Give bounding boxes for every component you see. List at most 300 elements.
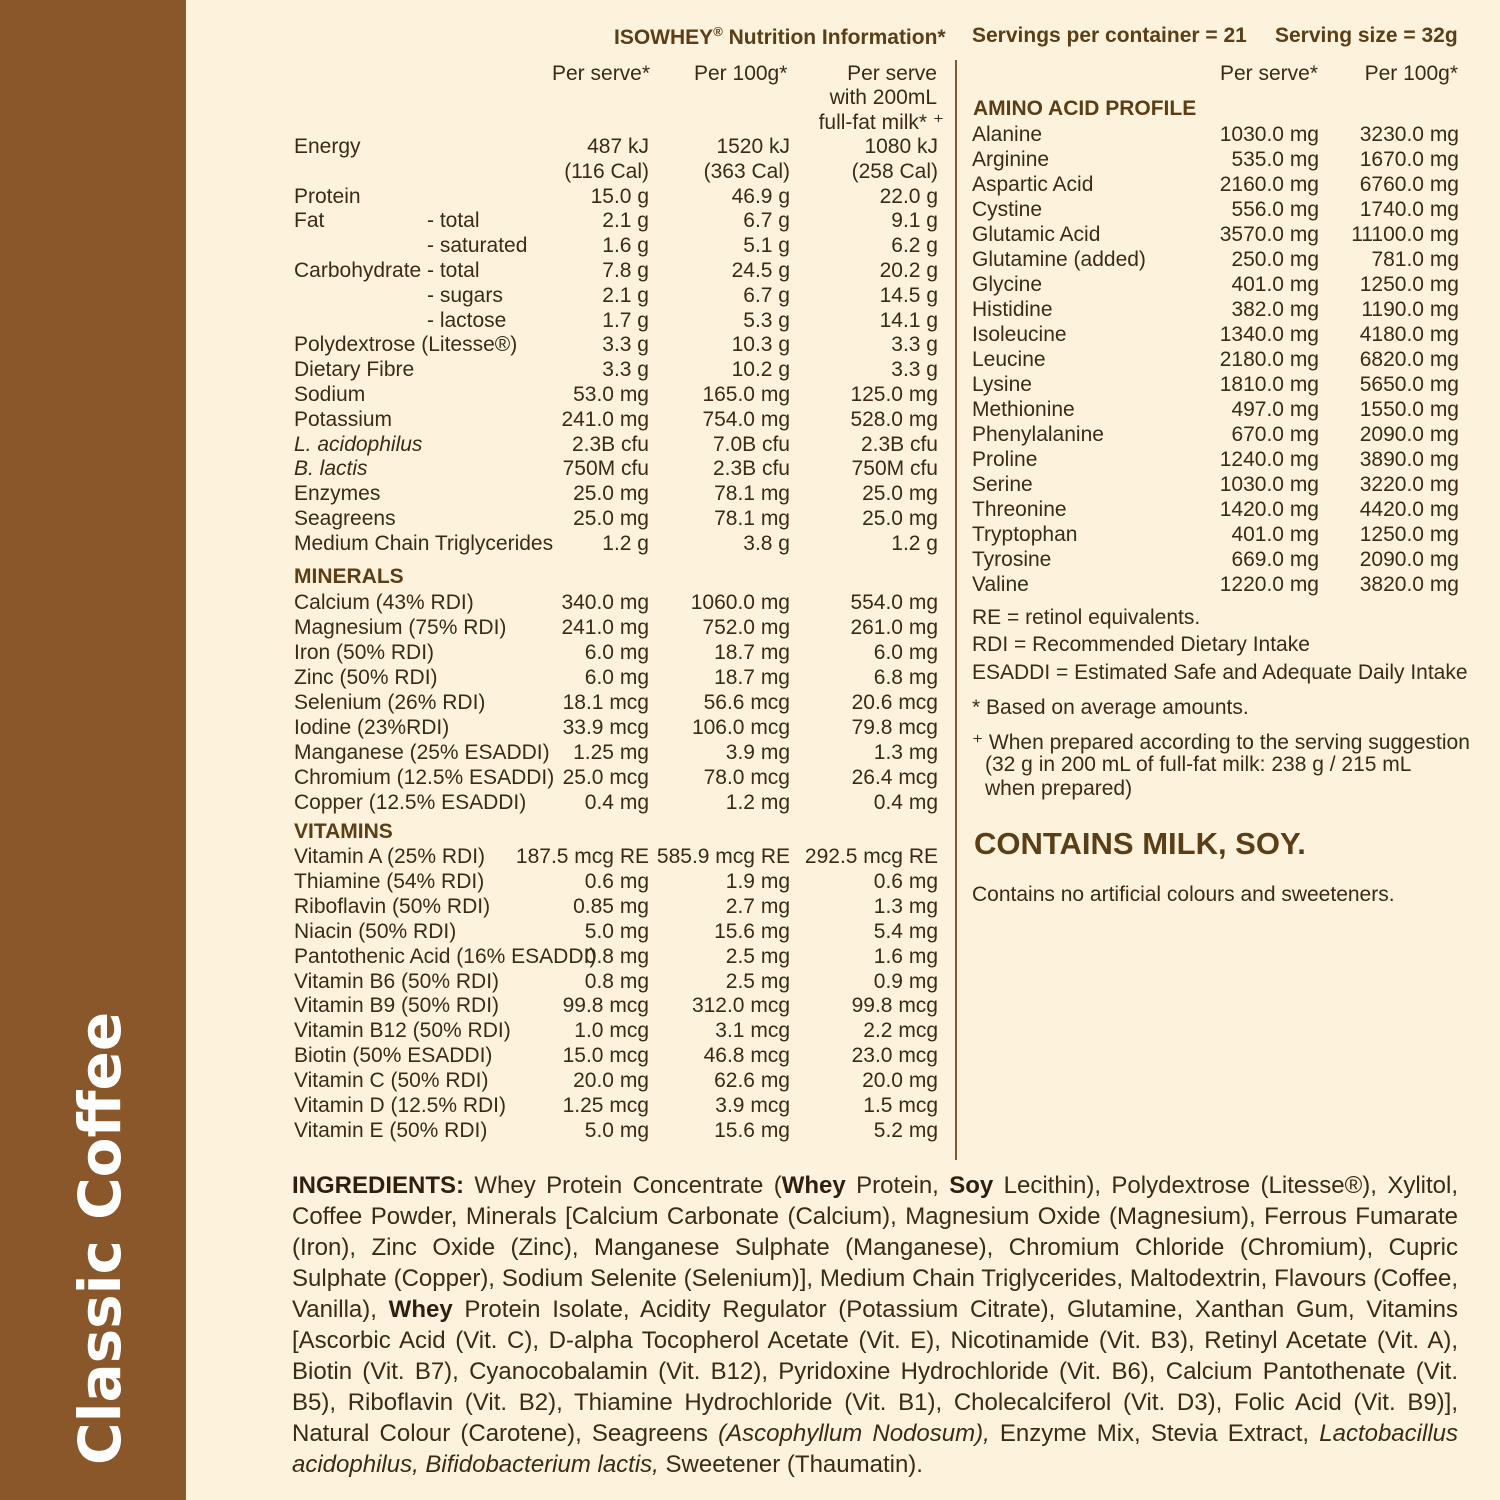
nutrient-name: Magnesium (75% RDI) — [294, 616, 507, 639]
amino-row — [972, 297, 1459, 322]
value-with-milk: 1.3 mg — [873, 741, 938, 764]
amino-name: Tryptophan — [972, 523, 1078, 546]
nutrient-row — [294, 665, 938, 690]
nutrient-name: Iodine (23%RDI) — [294, 716, 450, 739]
value-with-milk: 20.2 g — [879, 259, 938, 282]
value-with-milk: 1080 kJ — [864, 135, 938, 158]
nutrient-row — [294, 869, 938, 894]
value-per-100g: 2.5 mg — [725, 944, 790, 968]
nutrient-row — [294, 790, 938, 815]
amino-name: Alanine — [972, 123, 1043, 146]
nutrient-name: Dietary Fibre — [294, 358, 415, 382]
nutrient-row — [294, 258, 938, 283]
value-per-100g: 2.7 mg — [725, 894, 790, 918]
nutrient-name: Iron (50% RDI) — [294, 641, 435, 664]
amino-row — [972, 422, 1459, 447]
value-per-serve: 241.0 mg — [561, 407, 649, 431]
value-per-100g: 18.7 mg — [714, 666, 790, 689]
nutrient-name: Vitamin C (50% RDI) — [294, 1069, 489, 1093]
product-name: Classic Coffee — [66, 1011, 134, 1465]
nutrient-row — [294, 944, 938, 969]
ingredients-text: Whey Protein Concentrate ( — [464, 1172, 782, 1199]
value-with-milk: 554.0 mg — [850, 591, 938, 614]
value-per-serve: 2.1 g — [602, 283, 649, 307]
value-per-100g: 1060.0 mg — [690, 591, 790, 614]
amino-per-serve: 535.0 mg — [1231, 148, 1319, 171]
value-with-milk: 750M cfu — [851, 457, 938, 481]
value-per-serve: 0.8 mg — [584, 944, 649, 968]
nutrient-row — [294, 531, 938, 556]
value-per-serve: 340.0 mg — [561, 591, 649, 614]
nutrient-name: Vitamin E (50% RDI) — [294, 1118, 488, 1142]
ingredients-text: Sweetener (Thaumatin). — [658, 1451, 923, 1478]
nutrient-name: L. acidophilus — [294, 432, 423, 456]
nutrient-row — [294, 1043, 938, 1068]
value-with-milk: 5.4 mg — [873, 919, 938, 943]
nutrient-name: Potassium — [294, 407, 393, 431]
value-per-100g: 5.1 g — [743, 234, 790, 258]
amino-per-100g: 6820.0 mg — [1359, 348, 1459, 371]
nutrient-row — [294, 357, 938, 382]
nutrient-row — [294, 283, 938, 308]
amino-per-serve: 401.0 mg — [1231, 523, 1319, 546]
registered-mark: ® — [713, 24, 723, 39]
amino-per-serve: 1030.0 mg — [1219, 123, 1319, 146]
nutrient-name: Thiamine (54% RDI) — [294, 869, 485, 893]
amino-row — [972, 322, 1459, 347]
value-per-serve: 0.85 mg — [573, 894, 649, 918]
nutrient-row — [294, 506, 938, 531]
nutrient-name: Polydextrose (Litesse®) — [294, 333, 518, 357]
value-with-milk: 1.6 mg — [873, 944, 938, 968]
nutrient-name: Medium Chain Triglycerides — [294, 531, 554, 555]
allergen-word: Whey — [388, 1296, 453, 1323]
nutrient-row — [294, 1093, 938, 1118]
nutrient-name: Vitamin A (25% RDI) — [294, 845, 486, 868]
value-with-milk: (258 Cal) — [851, 159, 938, 183]
amino-per-100g: 5650.0 mg — [1359, 373, 1459, 396]
nutrient-row — [294, 969, 938, 994]
value-per-100g: 752.0 mg — [702, 616, 790, 639]
nutrient-name: Energy — [294, 135, 361, 158]
nutrient-row — [294, 690, 938, 715]
value-per-100g: 15.6 mg — [714, 1118, 790, 1142]
amino-per-serve: 401.0 mg — [1231, 273, 1319, 296]
value-with-milk: 99.8 mcg — [851, 994, 938, 1018]
value-per-100g: 78.1 mg — [714, 507, 790, 530]
amino-row — [972, 347, 1459, 372]
nutrient-row — [294, 715, 938, 740]
nutrient-subtype: - lactose — [427, 308, 507, 332]
nutrient-name: Seagreens — [294, 507, 396, 530]
value-per-100g: 56.6 mcg — [703, 691, 790, 714]
value-per-100g: 5.3 g — [743, 308, 790, 332]
nutrient-name: Fat — [294, 209, 325, 233]
value-with-milk: 1.3 mg — [873, 894, 938, 918]
amino-row — [972, 547, 1459, 572]
amino-name: Serine — [972, 473, 1033, 496]
ingredients-text: Protein, — [845, 1172, 950, 1199]
value-with-milk: 25.0 mg — [862, 507, 938, 530]
amino-row — [972, 447, 1459, 472]
value-with-milk: 14.5 g — [879, 283, 938, 307]
allergen-statement: CONTAINS MILK, SOY. — [974, 826, 1306, 861]
value-per-serve: 0.6 mg — [584, 869, 649, 893]
amino-per-serve: 1420.0 mg — [1219, 498, 1319, 521]
servings-per-container: Servings per container = 21 — [972, 24, 1247, 47]
value-with-milk: 0.6 mg — [873, 869, 938, 893]
value-per-serve: 3.3 g — [602, 333, 649, 357]
value-per-serve: 25.0 mg — [573, 507, 649, 530]
value-with-milk: 0.4 mg — [873, 791, 938, 814]
value-per-100g: 24.5 g — [731, 259, 790, 282]
nutrient-row — [294, 332, 938, 357]
amino-per-serve: 1810.0 mg — [1219, 373, 1319, 396]
value-per-serve: 1.0 mcg — [574, 1019, 649, 1043]
col-per-serve: Per serve* — [552, 62, 651, 85]
nutrient-subtype: - total — [427, 259, 480, 282]
panel-title — [614, 24, 946, 50]
nutrient-row — [294, 481, 938, 506]
nutrient-row — [294, 640, 938, 665]
value-per-serve: 6.0 mg — [584, 666, 649, 689]
amino-row — [972, 172, 1459, 197]
value-per-serve: 15.0 mcg — [562, 1044, 649, 1068]
nutrient-name: Protein — [294, 184, 361, 208]
value-per-100g: 10.3 g — [731, 333, 790, 357]
minerals-heading: MINERALS — [294, 565, 404, 588]
value-with-milk: 1.2 g — [891, 531, 938, 555]
value-with-milk: 22.0 g — [879, 184, 938, 208]
value-per-100g: 15.6 mg — [714, 919, 790, 943]
value-with-milk: 5.2 mg — [873, 1118, 938, 1142]
value-per-100g: 10.2 g — [731, 358, 790, 382]
amino-row — [972, 247, 1459, 272]
value-per-100g: 585.9 mcg RE — [656, 845, 790, 868]
nutrient-row — [294, 615, 938, 640]
amino-name: Glycine — [972, 273, 1043, 296]
value-per-serve: 6.0 mg — [584, 641, 649, 664]
value-per-100g: 3.1 mcg — [715, 1019, 790, 1043]
value-per-serve: 3.3 g — [602, 358, 649, 382]
nutrient-row — [294, 1018, 938, 1043]
amino-row — [972, 472, 1459, 497]
amino-per-100g: 1670.0 mg — [1359, 148, 1459, 171]
value-with-milk: 6.2 g — [891, 234, 938, 258]
nutrient-name: Carbohydrate — [294, 259, 422, 282]
note-prep-line2: (32 g in 200 mL of full-fat milk: 238 g / 215 mL — [985, 753, 1412, 776]
amino-name: Isoleucine — [972, 323, 1067, 346]
nutrient-row — [294, 844, 938, 869]
nutrient-row — [294, 233, 938, 258]
nutrient-subtype: - saturated — [427, 234, 528, 258]
value-per-100g: 46.9 g — [731, 184, 790, 208]
nutrient-row — [294, 919, 938, 944]
value-per-serve: 15.0 g — [590, 184, 649, 208]
nutrient-name: Enzymes — [294, 482, 381, 506]
col-with-milk-line2: with 200mL — [829, 86, 937, 109]
amino-per-100g: 11100.0 mg — [1351, 223, 1459, 246]
value-with-milk: 2.2 mcg — [863, 1019, 938, 1043]
amino-col-per-100g: Per 100g* — [1364, 62, 1458, 85]
value-per-100g: 312.0 mcg — [691, 994, 790, 1018]
nutrient-name: Pantothenic Acid (16% ESADDI) — [294, 944, 597, 968]
amino-per-100g: 3230.0 mg — [1359, 123, 1459, 146]
value-with-milk: 25.0 mg — [862, 482, 938, 506]
note-re: RE = retinol equivalents. — [972, 606, 1201, 629]
value-with-milk: 0.9 mg — [873, 969, 938, 993]
value-per-serve: 487 kJ — [587, 135, 649, 158]
nutrient-row — [294, 765, 938, 790]
amino-name: Methionine — [972, 398, 1075, 421]
amino-per-100g: 2090.0 mg — [1359, 423, 1459, 446]
amino-row — [972, 272, 1459, 297]
amino-per-100g: 1550.0 mg — [1359, 398, 1459, 421]
col-per-100g: Per 100g* — [694, 62, 788, 85]
ingredients-text: Enzyme Mix, Stevia Extract, — [989, 1420, 1320, 1447]
value-per-serve: 1.6 g — [602, 234, 649, 258]
nutrient-name: Zinc (50% RDI) — [294, 666, 438, 689]
sidebar-band — [0, 0, 186, 1500]
nutrient-name: B. lactis — [294, 457, 368, 481]
amino-name: Histidine — [972, 298, 1053, 321]
amino-per-serve: 1340.0 mg — [1219, 323, 1319, 346]
amino-per-serve: 1030.0 mg — [1219, 473, 1319, 496]
value-with-milk: 20.6 mcg — [851, 691, 938, 714]
value-per-100g: 2.3B cfu — [712, 457, 790, 481]
amino-per-serve: 497.0 mg — [1231, 398, 1319, 421]
amino-name: Threonine — [972, 498, 1067, 521]
nutrient-name: Riboflavin (50% RDI) — [294, 894, 491, 918]
value-per-serve: 5.0 mg — [584, 1118, 649, 1142]
value-per-100g: 46.8 mcg — [703, 1044, 790, 1068]
amino-name: Cystine — [972, 198, 1043, 221]
amino-per-serve: 250.0 mg — [1231, 248, 1319, 271]
value-per-100g: 1520 kJ — [716, 135, 790, 158]
value-with-milk: 292.5 mcg RE — [804, 845, 938, 868]
value-per-100g: 62.6 mg — [714, 1069, 790, 1093]
value-per-serve: 1.25 mcg — [562, 1094, 649, 1117]
vitamins-heading: VITAMINS — [294, 820, 393, 843]
nutrient-name: Niacin (50% RDI) — [294, 919, 457, 943]
value-per-100g: 6.7 g — [743, 283, 790, 307]
brand-name: ISOWHEY — [614, 26, 714, 49]
value-per-serve: 187.5 mcg RE — [515, 845, 649, 868]
ingredients-italic: Lactobacillus acidophilus, Bifidobacterium lactis, — [292, 1420, 1458, 1478]
value-with-milk: 3.3 g — [891, 358, 938, 382]
amino-row — [972, 197, 1459, 222]
nutrient-row — [294, 456, 938, 481]
amino-name: Leucine — [972, 348, 1046, 371]
amino-per-100g: 781.0 mg — [1371, 248, 1459, 271]
ingredients-text: Lecithin), Polydextrose (Litesse®), Xylitol, Coffee Powder, Minerals [Calcium Carbonate (Calcium), Magnesium Oxide (Magnesium), Ferrous Fumarate (Iron), Zinc Oxide (Zinc), Manganese Sulphate (Manganese), Chromium Chloride (Chromium), Cupric Sulphate (Copper), Sodium Selenite (Selenium)], Medium Chain Triglycerides, Maltodextrin, Flavours (Coffee, Vanilla), — [292, 1172, 1459, 1323]
col-with-milk-line1: Per serve — [847, 62, 937, 85]
no-artificial-statement: Contains no artificial colours and sweeteners. — [972, 883, 1395, 906]
amino-name: Valine — [972, 573, 1029, 596]
value-per-serve: 1.2 g — [602, 531, 649, 555]
amino-per-100g: 2090.0 mg — [1359, 548, 1459, 571]
value-per-100g: (363 Cal) — [703, 159, 790, 183]
value-per-serve: (116 Cal) — [564, 159, 649, 183]
value-per-100g: 1.2 mg — [725, 791, 790, 814]
nutrient-row — [294, 184, 938, 209]
value-per-serve: 750M cfu — [562, 457, 649, 481]
value-per-serve: 1.7 g — [602, 308, 649, 332]
nutrient-subtype: - total — [427, 209, 480, 233]
amino-col-per-serve: Per serve* — [1219, 62, 1318, 85]
value-per-100g: 18.7 mg — [714, 641, 790, 664]
amino-per-100g: 3890.0 mg — [1359, 448, 1459, 471]
amino-name: Tyrosine — [972, 548, 1052, 571]
amino-row — [972, 222, 1459, 247]
nutrient-row — [294, 407, 938, 432]
amino-name: Aspartic Acid — [972, 173, 1094, 196]
amino-name: Proline — [972, 448, 1038, 471]
amino-per-serve: 382.0 mg — [1231, 298, 1319, 321]
value-with-milk: 23.0 mcg — [851, 1044, 938, 1068]
amino-name: Lysine — [972, 373, 1032, 396]
amino-row — [972, 122, 1459, 147]
value-per-serve: 0.4 mg — [584, 791, 649, 814]
note-prep-line1: ⁺ When prepared according to the serving suggestion — [972, 731, 1470, 754]
value-with-milk: 2.3B cfu — [860, 432, 938, 456]
amino-name: Glutamic Acid — [972, 223, 1101, 246]
amino-row — [972, 497, 1459, 522]
nutrient-row — [294, 1118, 938, 1143]
value-per-100g: 78.0 mcg — [703, 766, 790, 789]
nutrient-name: Selenium (26% RDI) — [294, 691, 486, 714]
value-per-serve: 5.0 mg — [584, 919, 649, 943]
value-per-serve: 1.25 mg — [573, 741, 649, 764]
amino-per-serve: 1220.0 mg — [1219, 573, 1319, 596]
value-per-serve: 25.0 mg — [573, 482, 649, 506]
amino-per-100g: 6760.0 mg — [1359, 173, 1459, 196]
amino-row — [972, 147, 1459, 172]
note-esaddi: ESADDI = Estimated Safe and Adequate Daily Intake — [972, 661, 1468, 684]
value-with-milk: 3.3 g — [891, 333, 938, 357]
nutrient-subtype: - sugars — [427, 283, 503, 307]
col-with-milk-line3: full-fat milk* ⁺ — [818, 111, 944, 134]
amino-per-serve: 1240.0 mg — [1219, 448, 1319, 471]
amino-per-serve: 3570.0 mg — [1219, 223, 1319, 246]
value-per-100g: 165.0 mg — [702, 383, 790, 406]
nutrient-name: Vitamin D (12.5% RDI) — [294, 1094, 507, 1117]
amino-per-100g: 4180.0 mg — [1359, 323, 1459, 346]
amino-per-100g: 3220.0 mg — [1359, 473, 1459, 496]
value-per-100g: 7.0B cfu — [712, 432, 790, 456]
amino-row — [972, 372, 1459, 397]
value-per-100g: 2.5 mg — [725, 969, 790, 993]
value-per-100g: 3.9 mcg — [715, 1094, 790, 1117]
ingredients-paragraph — [292, 1170, 1458, 1480]
amino-row — [972, 572, 1459, 597]
value-with-milk: 6.8 mg — [873, 666, 938, 689]
value-per-100g: 78.1 mg — [714, 482, 790, 506]
amino-per-100g: 1250.0 mg — [1359, 523, 1459, 546]
value-per-serve: 0.8 mg — [584, 969, 649, 993]
nutrient-row — [294, 590, 938, 615]
amino-per-serve: 2160.0 mg — [1219, 173, 1319, 196]
amino-per-100g: 1740.0 mg — [1359, 198, 1459, 221]
nutrient-row — [294, 159, 938, 184]
amino-name: Arginine — [972, 148, 1050, 171]
amino-row — [972, 397, 1459, 422]
nutrient-name: Vitamin B6 (50% RDI) — [294, 969, 500, 993]
value-per-serve: 7.8 g — [602, 259, 649, 282]
nutrient-row — [294, 894, 938, 919]
ingredients-text: Protein Isolate, Acidity Regulator (Potassium Citrate), Glutamine, Xanthan Gum, Vitamins [Ascorbic Acid (Vit. C), D-alpha Tocopherol Acetate (Vit. E), Nicotinamide (Vit. B3), Retinyl Acetate (Vit. A), Biotin (Vit. B7), Cyanocobalamin (Vit. B12), Pyridoxine Hydrochloride (Vit. B6), Calcium Pantothenate (Vit. B5), Riboflavin (Vit. B2), Thiamine Hydrochloride (Vit. B1), Cholecalciferol (Vit. D3), Folic Acid (Vit. B9)], Natural Colour (Carotene), Seagreens — [292, 1296, 1458, 1447]
note-rdi: RDI = Recommended Dietary Intake — [972, 633, 1310, 656]
value-per-100g: 3.8 g — [743, 531, 790, 555]
value-with-milk: 125.0 mg — [850, 383, 938, 406]
value-per-serve: 20.0 mg — [573, 1069, 649, 1093]
nutrient-row — [294, 1068, 938, 1093]
value-with-milk: 20.0 mg — [862, 1069, 938, 1093]
value-per-serve: 241.0 mg — [561, 616, 649, 639]
nutrient-name: Sodium — [294, 383, 366, 406]
value-per-100g: 3.9 mg — [725, 741, 790, 764]
amino-per-100g: 1250.0 mg — [1359, 273, 1459, 296]
nutrient-row — [294, 740, 938, 765]
allergen-word: Whey — [781, 1172, 846, 1199]
ingredients-label: INGREDIENTS: — [292, 1172, 465, 1199]
note-average: * Based on average amounts. — [972, 696, 1249, 719]
nutrient-row — [294, 432, 938, 457]
nutrient-name: Vitamin B12 (50% RDI) — [294, 1019, 511, 1043]
value-per-100g: 1.9 mg — [725, 869, 790, 893]
amino-per-serve: 669.0 mg — [1231, 548, 1319, 571]
amino-row — [972, 522, 1459, 547]
amino-per-100g: 3820.0 mg — [1359, 573, 1459, 596]
allergen-word: Soy — [949, 1172, 994, 1199]
note-prep-line3: when prepared) — [985, 777, 1133, 800]
nutrient-row — [294, 993, 938, 1018]
column-divider — [955, 60, 957, 1160]
value-per-serve: 33.9 mcg — [562, 716, 649, 739]
nutrient-name: Biotin (50% ESADDI) — [294, 1044, 493, 1068]
amino-per-100g: 1190.0 mg — [1361, 298, 1459, 321]
nutrient-row — [294, 308, 938, 333]
nutrient-name: Manganese (25% ESADDI) — [294, 741, 550, 764]
nutrient-row — [294, 134, 938, 159]
value-per-serve: 18.1 mcg — [562, 691, 649, 714]
ingredients-italic: (Ascophyllum Nodosum), — [718, 1420, 990, 1447]
nutrient-name: Calcium (43% RDI) — [294, 591, 474, 614]
value-with-milk: 79.8 mcg — [851, 716, 938, 739]
nutrient-name: Vitamin B9 (50% RDI) — [294, 994, 500, 1018]
amino-per-serve: 556.0 mg — [1231, 198, 1319, 221]
nutrient-name: Chromium (12.5% ESADDI) — [294, 766, 555, 789]
value-per-100g: 106.0 mcg — [691, 716, 790, 739]
amino-name: Phenylalanine — [972, 423, 1104, 446]
value-with-milk: 26.4 mcg — [851, 766, 938, 789]
value-per-serve: 2.1 g — [602, 209, 649, 233]
value-per-serve: 53.0 mg — [573, 383, 649, 406]
value-with-milk: 261.0 mg — [850, 616, 938, 639]
value-with-milk: 1.5 mcg — [863, 1094, 938, 1117]
value-with-milk: 528.0 mg — [850, 407, 938, 431]
value-per-100g: 754.0 mg — [702, 407, 790, 431]
amino-name: Glutamine (added) — [972, 248, 1146, 271]
value-per-serve: 99.8 mcg — [562, 994, 649, 1018]
value-per-serve: 25.0 mcg — [562, 766, 649, 789]
serving-size: Serving size = 32g — [1275, 24, 1458, 47]
value-with-milk: 14.1 g — [879, 308, 938, 332]
amino-heading: AMINO ACID PROFILE — [973, 97, 1197, 120]
value-with-milk: 9.1 g — [891, 209, 938, 233]
amino-per-serve: 2180.0 mg — [1219, 348, 1319, 371]
nutrient-row — [294, 382, 938, 407]
